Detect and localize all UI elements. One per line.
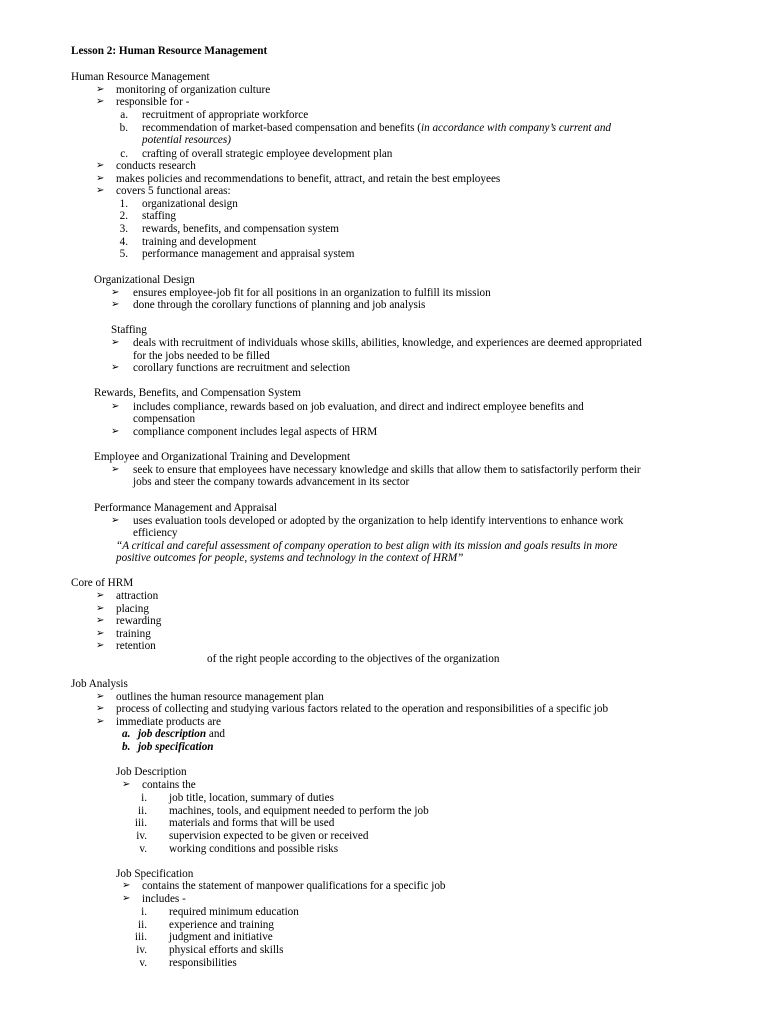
js-item: required minimum education [169,906,299,918]
list-marker: 5. [119,248,128,260]
training-bullet-1: seek to ensure that employees have necessary knowledge and skills that allow them to satisfactorily perform their [133,464,641,476]
arrow-bullet-icon: ➢ [96,173,105,184]
arrow-bullet-icon: ➢ [96,615,105,626]
jd-item: supervision expected to be given or received [169,830,369,842]
area-item: rewards, benefits, and compensation system [142,223,339,235]
arrow-bullet-icon: ➢ [96,703,105,714]
hrm-sub-a: recruitment of appropriate workforce [142,109,309,121]
arrow-bullet-icon: ➢ [96,590,105,601]
jd-item: materials and forms that will be used [169,817,335,829]
list-marker: i. [141,906,147,918]
arrow-bullet-icon: ➢ [111,426,120,437]
job-spec-bullet-2: includes - [142,893,186,905]
staffing-bullet-2: corollary functions are recruitment and selection [133,362,351,374]
list-marker: a. [122,728,131,740]
performance-quote-cont: positive outcomes for people, systems and technology in the context of HRM” [116,552,464,564]
list-marker: v. [139,957,147,969]
jd-item: job title, location, summary of duties [169,792,334,804]
arrow-bullet-icon: ➢ [111,337,120,348]
list-marker: c. [120,148,128,160]
staffing-heading: Staffing [111,324,147,336]
jd-item: working conditions and possible risks [169,843,339,855]
job-analysis-bullet-3: immediate products are [116,716,221,728]
arrow-bullet-icon: ➢ [111,299,120,310]
arrow-bullet-icon: ➢ [111,401,120,412]
core-item: retention [116,640,156,652]
hrm-sub-c: crafting of overall strategic employee development plan [142,148,393,160]
list-marker: iii. [134,931,147,943]
core-item: rewarding [116,615,162,627]
staffing-bullet-1-cont: for the jobs needed to be filled [133,350,270,362]
list-marker: ii. [137,919,147,931]
list-marker: v. [139,843,147,855]
rewards-bullet-2: compliance component includes legal aspects of HRM [133,426,378,438]
performance-quote: “A critical and careful assessment of company operation to best align with its mission and goals results in more [116,540,618,552]
org-design-bullet-1: ensures employee-job fit for all positions in an organization to fulfill its mission [133,287,491,299]
hrm-heading: Human Resource Management [71,71,210,83]
arrow-bullet-icon: ➢ [111,464,120,475]
arrow-bullet-icon: ➢ [96,603,105,614]
org-design-bullet-2: done through the corollary functions of planning and job analysis [133,299,426,311]
job-analysis-bullet-1: outlines the human resource management plan [116,691,324,703]
list-marker: ii. [137,805,147,817]
list-marker: 2. [119,210,128,222]
arrow-bullet-icon: ➢ [96,160,105,171]
rewards-bullet-1-cont: compensation [133,413,196,425]
list-marker: iv. [136,944,147,956]
hrm-sub-b: recommendation of market-based compensation and benefits (in accordance with company’s current and [142,122,612,134]
product-b: job specification [138,741,214,753]
area-item: organizational design [142,198,238,210]
list-marker: a. [120,109,128,121]
area-item: training and development [142,236,257,248]
js-item: experience and training [169,919,274,931]
job-description-heading: Job Description [116,766,187,778]
job-analysis-heading: Job Analysis [71,678,128,690]
area-item: performance management and appraisal system [142,248,355,260]
arrow-bullet-icon: ➢ [96,691,105,702]
job-spec-bullet-1: contains the statement of manpower qualifications for a specific job [142,880,446,892]
list-marker: iv. [136,830,147,842]
area-item: staffing [142,210,176,222]
arrow-bullet-icon: ➢ [96,185,105,196]
rewards-heading: Rewards, Benefits, and Compensation System [94,387,301,399]
list-marker: b. [122,741,131,753]
arrow-bullet-icon: ➢ [96,84,105,95]
js-item: physical efforts and skills [169,944,284,956]
arrow-bullet-icon: ➢ [111,362,120,373]
arrow-bullet-icon: ➢ [111,515,120,526]
list-marker: i. [141,792,147,804]
performance-bullet-1: uses evaluation tools developed or adopted by the organization to help identify interventions to enhance work [133,515,624,527]
performance-bullet-1-cont: efficiency [133,527,178,539]
core-item: training [116,628,151,640]
arrow-bullet-icon: ➢ [122,779,131,790]
hrm-sub-b-cont: potential resources) [142,134,231,146]
hrm-bullet-4: makes policies and recommendations to benefit, attract, and retain the best employees [116,173,501,185]
training-heading: Employee and Organizational Training and Development [94,451,351,463]
js-item: responsibilities [169,957,237,969]
staffing-bullet-1: deals with recruitment of individuals whose skills, abilities, knowledge, and experiences are deemed appropriated [133,337,642,349]
product-a: job description and [138,728,226,740]
arrow-bullet-icon: ➢ [122,893,131,904]
hrm-bullet-3: conducts research [116,160,196,172]
list-marker: 3. [119,223,128,235]
core-item: attraction [116,590,159,602]
jd-item: machines, tools, and equipment needed to perform the job [169,805,429,817]
list-marker: 1. [119,198,128,210]
lesson-title: Lesson 2: Human Resource Management [71,45,268,57]
list-marker: iii. [134,817,147,829]
job-analysis-bullet-2: process of collecting and studying various factors related to the operation and responsibilities of a specific job [116,703,609,715]
core-item: placing [116,603,149,615]
arrow-bullet-icon: ➢ [96,96,105,107]
hrm-bullet-1: monitoring of organization culture [116,84,271,96]
arrow-bullet-icon: ➢ [96,716,105,727]
arrow-bullet-icon: ➢ [96,640,105,651]
hrm-bullet-2: responsible for - [116,96,190,108]
job-description-bullet-1: contains the [142,779,196,791]
core-tail: of the right people according to the objectives of the organization [207,653,500,665]
org-design-heading: Organizational Design [94,274,195,286]
hrm-bullet-5: covers 5 functional areas: [116,185,231,197]
rewards-bullet-1: includes compliance, rewards based on job evaluation, and direct and indirect employee benefits and [133,401,584,413]
arrow-bullet-icon: ➢ [111,287,120,298]
job-spec-heading: Job Specification [116,868,194,880]
performance-heading: Performance Management and Appraisal [94,502,277,514]
list-marker: 4. [119,236,128,248]
core-heading: Core of HRM [71,577,134,589]
arrow-bullet-icon: ➢ [122,880,131,891]
training-bullet-1-cont: jobs and steer the company towards advancement in its sector [133,476,410,488]
list-marker: b. [119,122,128,134]
js-item: judgment and initiative [169,931,273,943]
arrow-bullet-icon: ➢ [96,628,105,639]
